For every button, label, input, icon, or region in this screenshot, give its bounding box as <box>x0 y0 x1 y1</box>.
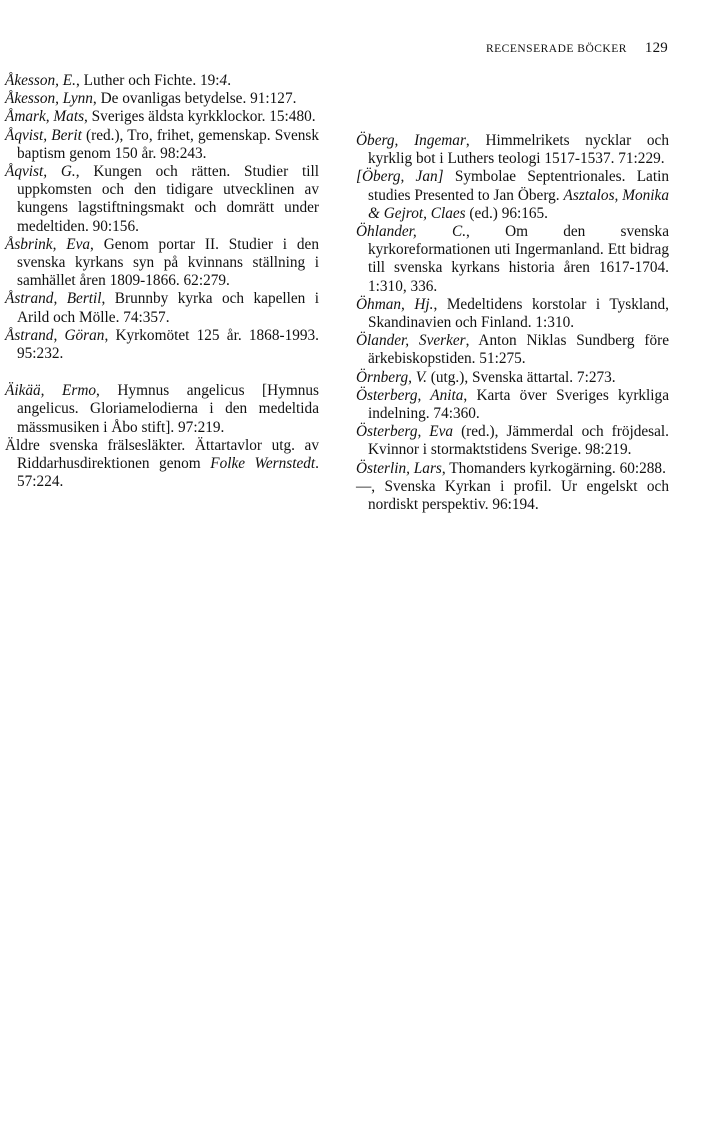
index-entry <box>356 423 669 459</box>
index-entry <box>356 296 669 332</box>
index-entry <box>5 290 319 326</box>
index-entry <box>356 223 669 296</box>
entry-title: , Kyrkomötet 125 år. 1868-1993. 95:232. <box>17 326 319 363</box>
index-entry <box>356 478 669 514</box>
entry-title: , Karta över Sveriges kyrkliga indelning. 74:360. <box>368 386 669 423</box>
index-entry <box>5 163 319 236</box>
running-title: RECENSERADE BÖCKER <box>485 43 627 55</box>
entry-author: Åqvist, Berit <box>5 126 82 144</box>
index-entry <box>5 327 319 363</box>
entry-italic-part: 4 <box>219 72 228 89</box>
entry-reference: (ed.) 96:165. <box>465 204 549 222</box>
entry-title: , Himmelrikets nycklar och kyrklig bot i Luthers teologi 1517-1537. 71:229. <box>368 132 669 168</box>
entry-title: , Thomanders kyrkogärning. 60:288. <box>441 459 666 477</box>
entry-author: Åsbrink, Eva <box>5 235 91 253</box>
page-number: 129 <box>644 40 668 56</box>
index-entry <box>5 382 319 437</box>
entry-author: Öberg, Ingemar <box>356 132 466 149</box>
entry-title: (red.), Tro, frihet, gemenskap. Svensk baptism genom 150 år. 98:243. <box>17 126 319 162</box>
entry-title: , De ovanligas betydelse. 91:127. <box>92 90 297 108</box>
index-entry <box>5 437 319 492</box>
entry-author: Åstrand, Göran <box>5 326 105 344</box>
left-column <box>5 72 319 491</box>
entry-author: Öhman, Hj. <box>356 295 434 313</box>
right-column <box>356 132 669 514</box>
entry-title: , Sveriges äldsta kyrkklockor. 15:480. <box>84 108 316 126</box>
entry-author: Åmark, Mats <box>5 108 85 126</box>
entry-title: , Anton Niklas Sundberg före ärkebiskopstiden. 51:275. <box>368 332 669 368</box>
entry-italic-part: Asztalos, Monika & Gejrot, Claes <box>368 186 669 222</box>
entry-reference: . <box>227 72 232 89</box>
entry-reference: . 57:224. <box>17 455 319 491</box>
entry-author: Åstrand, Bertil <box>5 290 102 308</box>
group-spacer <box>5 363 319 382</box>
entry-author: [Öberg, Jan] <box>356 168 444 186</box>
entry-author: Österlin, Lars <box>356 459 442 477</box>
index-entry <box>356 168 669 223</box>
entry-title: , Genom portar II. Studier i den svenska kyrkans syn på kvinnans ställning i samhället åren 1809-1866. 62:279. <box>17 235 319 290</box>
index-entry <box>356 132 669 168</box>
entry-author: Ölander, Sverker <box>356 332 466 350</box>
entry-title: Äldre svenska frälsesläkter. Ättartavlor utg. av Riddarhusdirektionen genom <box>5 436 319 473</box>
entry-title: , Om den svenska kyrkoreformationen uti Ingermanland. Ett bidrag till svenska kyrkans historia åren 1617-1704. 1:310, 336. <box>368 223 669 295</box>
entry-title: , Medeltidens korstolar i Tyskland, Skandinavien och Finland. 1:310. <box>368 295 669 332</box>
entry-title: Symbolae Septentrionales. Latin studies Presented to Jan Öberg. <box>368 168 669 204</box>
entry-author: Åkesson, E. <box>5 72 76 89</box>
entry-author: Åkesson, Lynn <box>5 90 93 108</box>
entry-author: Öhlander, C. <box>356 223 467 241</box>
entry-title: (red.), Jämmerdal och fröjdesal. Kvinnor i stormaktstidens Sverige. 98:219. <box>368 423 669 459</box>
index-entry <box>356 369 669 387</box>
entry-author: Örnberg, V. <box>356 368 427 386</box>
entry-title: —, Svenska Kyrkan i profil. Ur engelskt och nordiskt perspektiv. 96:194. <box>356 477 669 514</box>
index-entry <box>356 332 669 368</box>
running-header <box>308 40 668 57</box>
entry-title: , Luther och Fichte. 19: <box>75 72 220 89</box>
index-entry <box>5 108 319 126</box>
index-entry <box>5 90 319 108</box>
index-entry <box>356 460 669 478</box>
entry-title: (utg.), Svenska ättartal. 7:273. <box>426 368 616 386</box>
entry-author: Äikää, Ermo <box>5 382 97 400</box>
entry-title: , Kungen och rätten. Studier till uppkomsten och den tidigare utvecklinen av kungens lagstiftningsmakt och domrätt under medeltiden. 90:156. <box>17 163 319 235</box>
entry-author: Österberg, Eva <box>356 423 454 441</box>
entry-title: , Hymnus angelicus [Hymnus angelicus. Gloriamelodierna i den medeltida mässmusiken i Åbo stift]. 97:219. <box>17 382 319 436</box>
index-entry <box>356 387 669 423</box>
entry-italic-part: Folke Wernstedt <box>210 455 316 473</box>
entry-author: Åqvist, G. <box>5 163 76 181</box>
index-entry <box>5 72 319 90</box>
index-entry <box>5 127 319 163</box>
entry-author: Österberg, Anita <box>356 386 464 404</box>
entry-title: , Brunnby kyrka och kapellen i Arild och Mölle. 74:357. <box>17 290 319 326</box>
index-entry <box>5 236 319 291</box>
